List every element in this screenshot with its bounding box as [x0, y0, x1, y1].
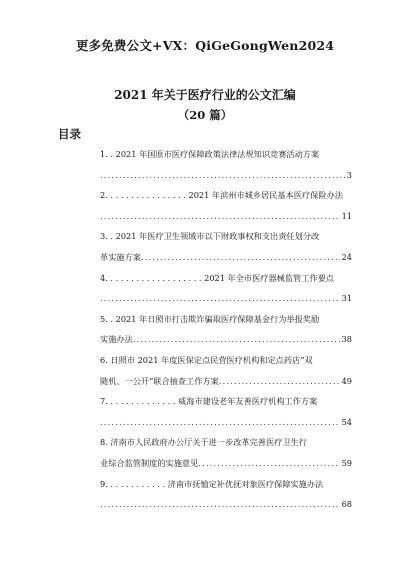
toc-page-number: 3 — [346, 169, 352, 180]
table-of-contents — [100, 144, 352, 515]
toc-entry[interactable] — [100, 185, 352, 226]
document-subtitle: （20 篇） — [177, 108, 233, 122]
toc-page-number: 31 — [341, 293, 352, 304]
toc-entry[interactable] — [100, 432, 352, 473]
toc-entry-title-cont: 业综合监管制度的实施意见 — [100, 457, 199, 468]
toc-entry-title: 3. . 2021 年医疗卫生领域市以下财政事权和支出责任划分改 — [100, 231, 320, 242]
toc-dot-leader — [100, 165, 345, 186]
toc-dot-leader — [219, 371, 340, 392]
toc-entry-title: 7. . . . . . . . . . . . . . 威海市建设老年友善医疗机构工作方案 — [100, 396, 318, 407]
toc-entry[interactable] — [100, 226, 352, 267]
toc-dot-leader — [100, 288, 340, 309]
toc-page-number: 68 — [341, 499, 352, 510]
toc-entry[interactable] — [100, 350, 352, 391]
toc-page-number: 59 — [341, 457, 352, 468]
toc-entry[interactable] — [100, 474, 352, 515]
toc-entry-title: 6. 日照市 2021 年度医保定点民营医疗机构和定点药店“双 — [100, 354, 313, 365]
toc-dot-leader — [100, 412, 340, 433]
toc-dot-leader — [133, 329, 340, 350]
document-title: 2021 年关于医疗行业的公文汇编 — [114, 88, 296, 102]
toc-dot-leader — [198, 453, 339, 474]
promo-banner: 更多免费公文+VX：QiGeGongWen2024 — [75, 38, 335, 53]
toc-entry[interactable] — [100, 309, 352, 350]
toc-entry-title-cont: 实施办法 — [100, 334, 133, 345]
toc-page-number: 49 — [341, 375, 352, 386]
toc-entry[interactable] — [100, 144, 352, 185]
toc-entry-title-cont: 革实施方案 — [100, 251, 141, 262]
toc-entry-title: 1. . 2021 年国原市医疗保障政策法律法规知识竞赛活动方案 — [100, 149, 320, 159]
toc-dot-leader — [100, 206, 340, 227]
toc-page-number: 11 — [341, 210, 352, 221]
toc-entry[interactable] — [100, 268, 352, 309]
toc-entry-title: 8. 济南市人民政府办公厅关于进一步改革完善医疗卫生行 — [100, 437, 307, 448]
toc-page-number: 38 — [341, 334, 352, 345]
toc-entry-title: 4. . . . . . . . . . . . . . . . . . . 2021 年全市医疗器械监管工作要点 — [100, 272, 334, 283]
toc-page-number: 24 — [341, 251, 352, 262]
toc-heading: 目录 — [58, 127, 81, 141]
toc-page-number: 54 — [341, 416, 352, 427]
toc-entry-title: 9. . . . . . . . . . . . 济南市抚恤定补优抚对象医疗保障实施办法 — [100, 478, 324, 489]
toc-entry-title: 5. . 2021 年日照市打击欺诈骗取医疗保障基金行为举报奖励 — [100, 313, 320, 324]
toc-dot-leader — [141, 247, 340, 268]
toc-dot-leader — [100, 494, 340, 515]
toc-entry-title: 2. . . . . . . . . . . . . . . . 2021 年滨州市城乡居民基本医疗保险办法 — [100, 190, 343, 201]
toc-entry-title-cont: 随机、一公开”联合抽查工作方案 — [100, 375, 219, 386]
toc-entry[interactable] — [100, 391, 352, 432]
